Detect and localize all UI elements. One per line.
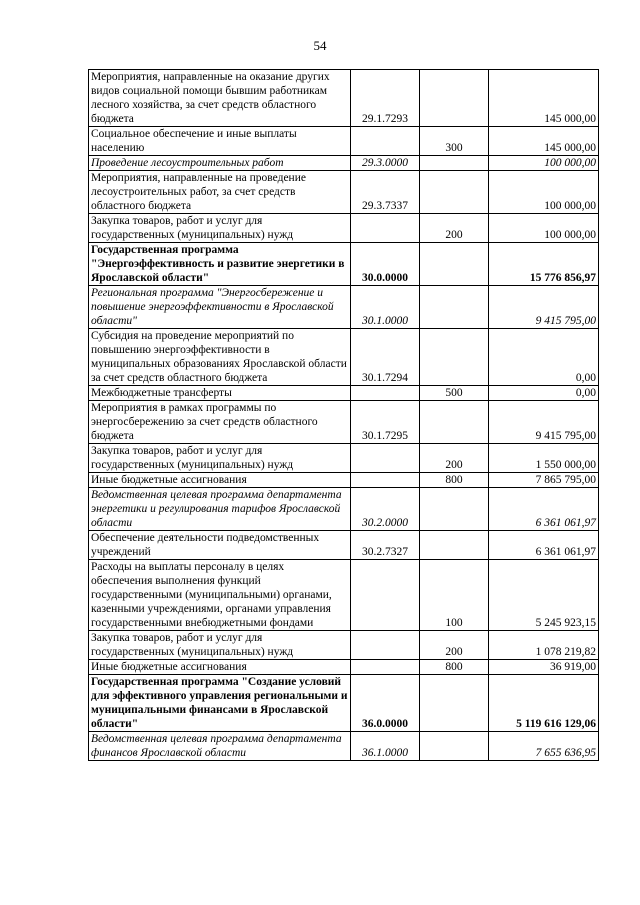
row-name: Проведение лесоустроительных работ: [89, 156, 351, 171]
row-amount: 145 000,00: [489, 127, 599, 156]
row-target-code: 30.1.7295: [351, 401, 420, 444]
row-target-code: 36.0.0000: [351, 675, 420, 732]
row-name: Закупка товаров, работ и услуг для государственных (муниципальных) нужд: [89, 214, 351, 243]
row-target-code: 30.1.7294: [351, 329, 420, 386]
row-target-code: 30.1.0000: [351, 286, 420, 329]
row-target-code: 29.3.0000: [351, 156, 420, 171]
table-row: [89, 560, 599, 631]
row-amount: 0,00: [489, 386, 599, 401]
row-expense-type: 300: [420, 127, 489, 156]
row-expense-type: 800: [420, 660, 489, 675]
row-amount: 5 245 923,15: [489, 560, 599, 631]
row-expense-type: 200: [420, 444, 489, 473]
row-name: Социальное обеспечение и иные выплаты населению: [89, 127, 351, 156]
table-row: [89, 675, 599, 732]
table-row: [89, 531, 599, 560]
row-amount: 15 776 856,97: [489, 243, 599, 286]
table-row: [89, 386, 599, 401]
row-amount: 0,00: [489, 329, 599, 386]
row-expense-type: [420, 732, 489, 761]
row-target-code: [351, 473, 420, 488]
row-name: Государственная программа "Создание условий для эффективного управления региональными и муниципальными финансами в Ярославской области": [89, 675, 351, 732]
row-amount: 7 655 636,95: [489, 732, 599, 761]
row-expense-type: 200: [420, 631, 489, 660]
row-amount: 1 550 000,00: [489, 444, 599, 473]
row-amount: 100 000,00: [489, 214, 599, 243]
table-row: [89, 286, 599, 329]
row-target-code: 30.0.0000: [351, 243, 420, 286]
budget-table: [88, 69, 599, 761]
row-name: Государственная программа "Энергоэффективность и развитие энергетики в Ярославской области": [89, 243, 351, 286]
row-expense-type: [420, 156, 489, 171]
row-name: Закупка товаров, работ и услуг для государственных (муниципальных) нужд: [89, 631, 351, 660]
row-expense-type: [420, 286, 489, 329]
table-row: [89, 488, 599, 531]
row-expense-type: 500: [420, 386, 489, 401]
row-name: Межбюджетные трансферты: [89, 386, 351, 401]
row-expense-type: [420, 171, 489, 214]
row-target-code: [351, 560, 420, 631]
table-row: [89, 156, 599, 171]
row-expense-type: 200: [420, 214, 489, 243]
row-amount: 100 000,00: [489, 171, 599, 214]
table-row: [89, 243, 599, 286]
row-expense-type: [420, 243, 489, 286]
row-name: Закупка товаров, работ и услуг для государственных (муниципальных) нужд: [89, 444, 351, 473]
row-name: Ведомственная целевая программа департамента энергетики и регулирования тарифов Ярославской области: [89, 488, 351, 531]
row-amount: 6 361 061,97: [489, 488, 599, 531]
table-row: [89, 70, 599, 127]
row-target-code: 29.1.7293: [351, 70, 420, 127]
row-name: Обеспечение деятельности подведомственных учреждений: [89, 531, 351, 560]
row-name: Ведомственная целевая программа департамента финансов Ярославской области: [89, 732, 351, 761]
row-expense-type: [420, 488, 489, 531]
row-amount: 5 119 616 129,06: [489, 675, 599, 732]
row-target-code: 30.2.0000: [351, 488, 420, 531]
row-expense-type: 100: [420, 560, 489, 631]
row-name: Субсидия на проведение мероприятий по повышению энергоэффективности в муниципальных образованиях Ярославской области за счет средств областного бюджета: [89, 329, 351, 386]
row-name: Иные бюджетные ассигнования: [89, 473, 351, 488]
row-expense-type: [420, 531, 489, 560]
page-number: 54: [313, 38, 327, 53]
row-amount: 9 415 795,00: [489, 401, 599, 444]
table-row: [89, 329, 599, 386]
table-row: [89, 171, 599, 214]
row-name: Мероприятия в рамках программы по энергосбережению за счет средств областного бюджета: [89, 401, 351, 444]
row-amount: 1 078 219,82: [489, 631, 599, 660]
row-target-code: 29.3.7337: [351, 171, 420, 214]
table-row: [89, 660, 599, 675]
row-amount: 100 000,00: [489, 156, 599, 171]
table-row: [89, 127, 599, 156]
row-amount: 145 000,00: [489, 70, 599, 127]
row-target-code: [351, 386, 420, 401]
row-amount: 6 361 061,97: [489, 531, 599, 560]
row-amount: 36 919,00: [489, 660, 599, 675]
row-expense-type: [420, 401, 489, 444]
row-target-code: [351, 214, 420, 243]
row-name: Расходы на выплаты персоналу в целях обеспечения выполнения функций государственными (муниципальными) органами, казенными учреждениями, органами управления государственными внебюджетными фондами: [89, 560, 351, 631]
table-row: [89, 444, 599, 473]
row-name: Мероприятия, направленные на проведение лесоустроительных работ, за счет средств областного бюджета: [89, 171, 351, 214]
row-expense-type: 800: [420, 473, 489, 488]
table-row: [89, 214, 599, 243]
row-target-code: 36.1.0000: [351, 732, 420, 761]
row-amount: 9 415 795,00: [489, 286, 599, 329]
row-target-code: [351, 631, 420, 660]
row-name: Иные бюджетные ассигнования: [89, 660, 351, 675]
row-target-code: [351, 660, 420, 675]
row-name: Региональная программа "Энергосбережение и повышение энергоэффективности в Ярославской области": [89, 286, 351, 329]
table-row: [89, 401, 599, 444]
row-expense-type: [420, 329, 489, 386]
table-row: [89, 732, 599, 761]
row-expense-type: [420, 70, 489, 127]
row-expense-type: [420, 675, 489, 732]
row-target-code: 30.2.7327: [351, 531, 420, 560]
table-row: [89, 631, 599, 660]
table-row: [89, 473, 599, 488]
row-target-code: [351, 127, 420, 156]
row-name: Мероприятия, направленные на оказание других видов социальной помощи бывшим работникам лесного хозяйства, за счет средств областного бюджета: [89, 70, 351, 127]
row-target-code: [351, 444, 420, 473]
row-amount: 7 865 795,00: [489, 473, 599, 488]
